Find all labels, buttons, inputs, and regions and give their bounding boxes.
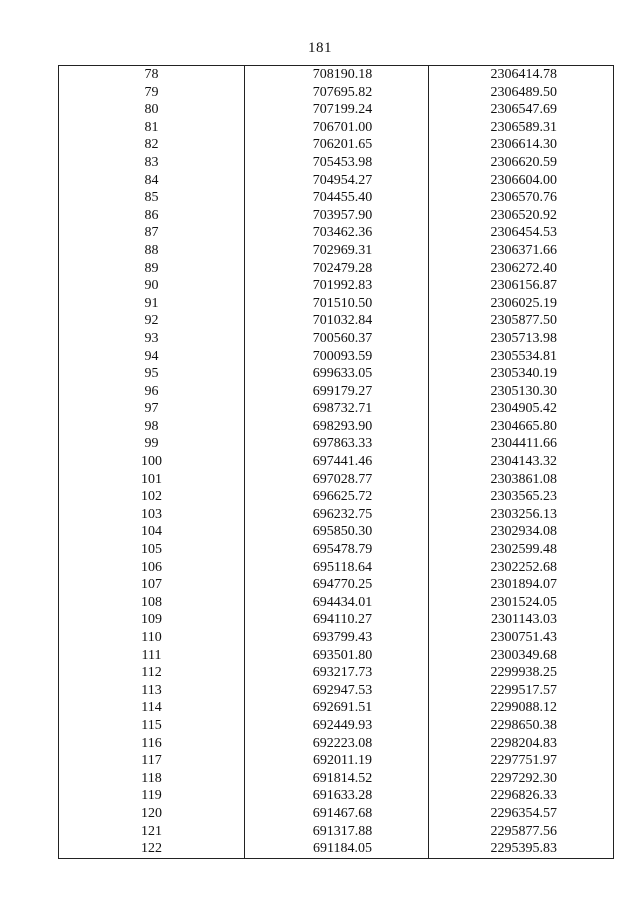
x-coordinate-cell: 695478.79 [245,541,429,559]
y-coordinate-cell: 2304905.42 [429,400,614,418]
table-row [59,541,614,559]
x-coordinate-cell: 698732.71 [245,400,429,418]
point-number-cell: 81 [59,119,245,137]
point-number-cell: 122 [59,840,245,858]
y-coordinate-cell: 2302252.68 [429,559,614,577]
table-row [59,682,614,700]
table-row [59,471,614,489]
table-row [59,752,614,770]
point-number-cell: 93 [59,330,245,348]
x-coordinate-cell: 693501.80 [245,647,429,665]
table-row [59,647,614,665]
y-coordinate-cell: 2296826.33 [429,787,614,805]
y-coordinate-cell: 2306614.30 [429,136,614,154]
table-row [59,717,614,735]
table-row [59,823,614,841]
x-coordinate-cell: 708190.18 [245,66,429,84]
y-coordinate-cell: 2302934.08 [429,523,614,541]
point-number-cell: 87 [59,224,245,242]
y-coordinate-cell: 2302599.48 [429,541,614,559]
x-coordinate-cell: 707695.82 [245,84,429,102]
point-number-cell: 89 [59,260,245,278]
point-number-cell: 100 [59,453,245,471]
table-row [59,629,614,647]
x-coordinate-cell: 701032.84 [245,312,429,330]
y-coordinate-cell: 2297292.30 [429,770,614,788]
x-coordinate-cell: 705453.98 [245,154,429,172]
table-row [59,383,614,401]
point-number-cell: 80 [59,101,245,119]
table-row [59,207,614,225]
table-row [59,805,614,823]
x-coordinate-cell: 691467.68 [245,805,429,823]
table-row [59,506,614,524]
table-row [59,295,614,313]
x-coordinate-cell: 696232.75 [245,506,429,524]
y-coordinate-cell: 2305713.98 [429,330,614,348]
point-number-cell: 105 [59,541,245,559]
point-number-cell: 114 [59,699,245,717]
point-number-cell: 85 [59,189,245,207]
table-row [59,189,614,207]
coordinates-table [58,65,614,859]
y-coordinate-cell: 2306156.87 [429,277,614,295]
y-coordinate-cell: 2306454.53 [429,224,614,242]
y-coordinate-cell: 2303256.13 [429,506,614,524]
point-number-cell: 99 [59,435,245,453]
y-coordinate-cell: 2295395.83 [429,840,614,858]
x-coordinate-cell: 700560.37 [245,330,429,348]
y-coordinate-cell: 2297751.97 [429,752,614,770]
table-row [59,418,614,436]
point-number-cell: 94 [59,348,245,366]
point-number-cell: 109 [59,611,245,629]
y-coordinate-cell: 2298650.38 [429,717,614,735]
coordinates-table-body [59,66,614,859]
table-row [59,348,614,366]
y-coordinate-cell: 2306489.50 [429,84,614,102]
x-coordinate-cell: 691633.28 [245,787,429,805]
point-number-cell: 97 [59,400,245,418]
point-number-cell: 107 [59,576,245,594]
y-coordinate-cell: 2306520.92 [429,207,614,225]
y-coordinate-cell: 2305130.30 [429,383,614,401]
point-number-cell: 83 [59,154,245,172]
point-number-cell: 86 [59,207,245,225]
x-coordinate-cell: 693217.73 [245,664,429,682]
y-coordinate-cell: 2306414.78 [429,66,614,84]
y-coordinate-cell: 2299517.57 [429,682,614,700]
point-number-cell: 120 [59,805,245,823]
y-coordinate-cell: 2304665.80 [429,418,614,436]
table-row [59,611,614,629]
y-coordinate-cell: 2296354.57 [429,805,614,823]
point-number-cell: 118 [59,770,245,788]
x-coordinate-cell: 695118.64 [245,559,429,577]
y-coordinate-cell: 2303565.23 [429,488,614,506]
table-row [59,224,614,242]
y-coordinate-cell: 2306604.00 [429,172,614,190]
table-row [59,453,614,471]
table-row [59,330,614,348]
x-coordinate-cell: 699179.27 [245,383,429,401]
y-coordinate-cell: 2306570.76 [429,189,614,207]
x-coordinate-cell: 691814.52 [245,770,429,788]
point-number-cell: 110 [59,629,245,647]
table-row [59,172,614,190]
x-coordinate-cell: 692011.19 [245,752,429,770]
x-coordinate-cell: 706701.00 [245,119,429,137]
y-coordinate-cell: 2299938.25 [429,664,614,682]
x-coordinate-cell: 704455.40 [245,189,429,207]
point-number-cell: 112 [59,664,245,682]
point-number-cell: 104 [59,523,245,541]
point-number-cell: 111 [59,647,245,665]
x-coordinate-cell: 693799.43 [245,629,429,647]
table-row [59,260,614,278]
table-row [59,119,614,137]
y-coordinate-cell: 2300751.43 [429,629,614,647]
table-row [59,770,614,788]
x-coordinate-cell: 697028.77 [245,471,429,489]
table-row [59,735,614,753]
x-coordinate-cell: 707199.24 [245,101,429,119]
point-number-cell: 98 [59,418,245,436]
y-coordinate-cell: 2303861.08 [429,471,614,489]
table-row [59,242,614,260]
table-row [59,435,614,453]
y-coordinate-cell: 2304143.32 [429,453,614,471]
x-coordinate-cell: 706201.65 [245,136,429,154]
x-coordinate-cell: 699633.05 [245,365,429,383]
point-number-cell: 121 [59,823,245,841]
y-coordinate-cell: 2306589.31 [429,119,614,137]
table-row [59,523,614,541]
x-coordinate-cell: 692691.51 [245,699,429,717]
y-coordinate-cell: 2301524.05 [429,594,614,612]
point-number-cell: 113 [59,682,245,700]
y-coordinate-cell: 2306620.59 [429,154,614,172]
table-row [59,365,614,383]
y-coordinate-cell: 2305534.81 [429,348,614,366]
y-coordinate-cell: 2300349.68 [429,647,614,665]
point-number-cell: 82 [59,136,245,154]
point-number-cell: 119 [59,787,245,805]
page-number: 181 [308,40,332,56]
point-number-cell: 116 [59,735,245,753]
point-number-cell: 84 [59,172,245,190]
table-row [59,136,614,154]
y-coordinate-cell: 2306547.69 [429,101,614,119]
point-number-cell: 106 [59,559,245,577]
y-coordinate-cell: 2295877.56 [429,823,614,841]
x-coordinate-cell: 697863.33 [245,435,429,453]
x-coordinate-cell: 703957.90 [245,207,429,225]
x-coordinate-cell: 697441.46 [245,453,429,471]
point-number-cell: 115 [59,717,245,735]
x-coordinate-cell: 703462.36 [245,224,429,242]
table-row [59,101,614,119]
x-coordinate-cell: 700093.59 [245,348,429,366]
x-coordinate-cell: 695850.30 [245,523,429,541]
x-coordinate-cell: 702479.28 [245,260,429,278]
y-coordinate-cell: 2305340.19 [429,365,614,383]
point-number-cell: 88 [59,242,245,260]
y-coordinate-cell: 2301143.03 [429,611,614,629]
y-coordinate-cell: 2306025.19 [429,295,614,313]
point-number-cell: 95 [59,365,245,383]
x-coordinate-cell: 701510.50 [245,295,429,313]
y-coordinate-cell: 2306371.66 [429,242,614,260]
x-coordinate-cell: 696625.72 [245,488,429,506]
x-coordinate-cell: 691184.05 [245,840,429,858]
point-number-cell: 96 [59,383,245,401]
point-number-cell: 91 [59,295,245,313]
table-row [59,400,614,418]
y-coordinate-cell: 2299088.12 [429,699,614,717]
x-coordinate-cell: 692947.53 [245,682,429,700]
x-coordinate-cell: 694770.25 [245,576,429,594]
point-number-cell: 78 [59,66,245,84]
point-number-cell: 90 [59,277,245,295]
table-row [59,488,614,506]
point-number-cell: 102 [59,488,245,506]
table-row [59,559,614,577]
x-coordinate-cell: 691317.88 [245,823,429,841]
table-row [59,84,614,102]
table-row [59,787,614,805]
point-number-cell: 92 [59,312,245,330]
y-coordinate-cell: 2306272.40 [429,260,614,278]
x-coordinate-cell: 701992.83 [245,277,429,295]
x-coordinate-cell: 692449.93 [245,717,429,735]
table-row [59,664,614,682]
point-number-cell: 108 [59,594,245,612]
table-row [59,699,614,717]
y-coordinate-cell: 2304411.66 [429,435,614,453]
y-coordinate-cell: 2305877.50 [429,312,614,330]
point-number-cell: 79 [59,84,245,102]
x-coordinate-cell: 704954.27 [245,172,429,190]
x-coordinate-cell: 702969.31 [245,242,429,260]
point-number-cell: 103 [59,506,245,524]
table-row [59,594,614,612]
table-row [59,277,614,295]
x-coordinate-cell: 694110.27 [245,611,429,629]
y-coordinate-cell: 2298204.83 [429,735,614,753]
point-number-cell: 101 [59,471,245,489]
x-coordinate-cell: 698293.90 [245,418,429,436]
table-row [59,312,614,330]
x-coordinate-cell: 692223.08 [245,735,429,753]
point-number-cell: 117 [59,752,245,770]
table-row [59,66,614,84]
table-row [59,840,614,858]
table-row [59,576,614,594]
table-row [59,154,614,172]
x-coordinate-cell: 694434.01 [245,594,429,612]
y-coordinate-cell: 2301894.07 [429,576,614,594]
